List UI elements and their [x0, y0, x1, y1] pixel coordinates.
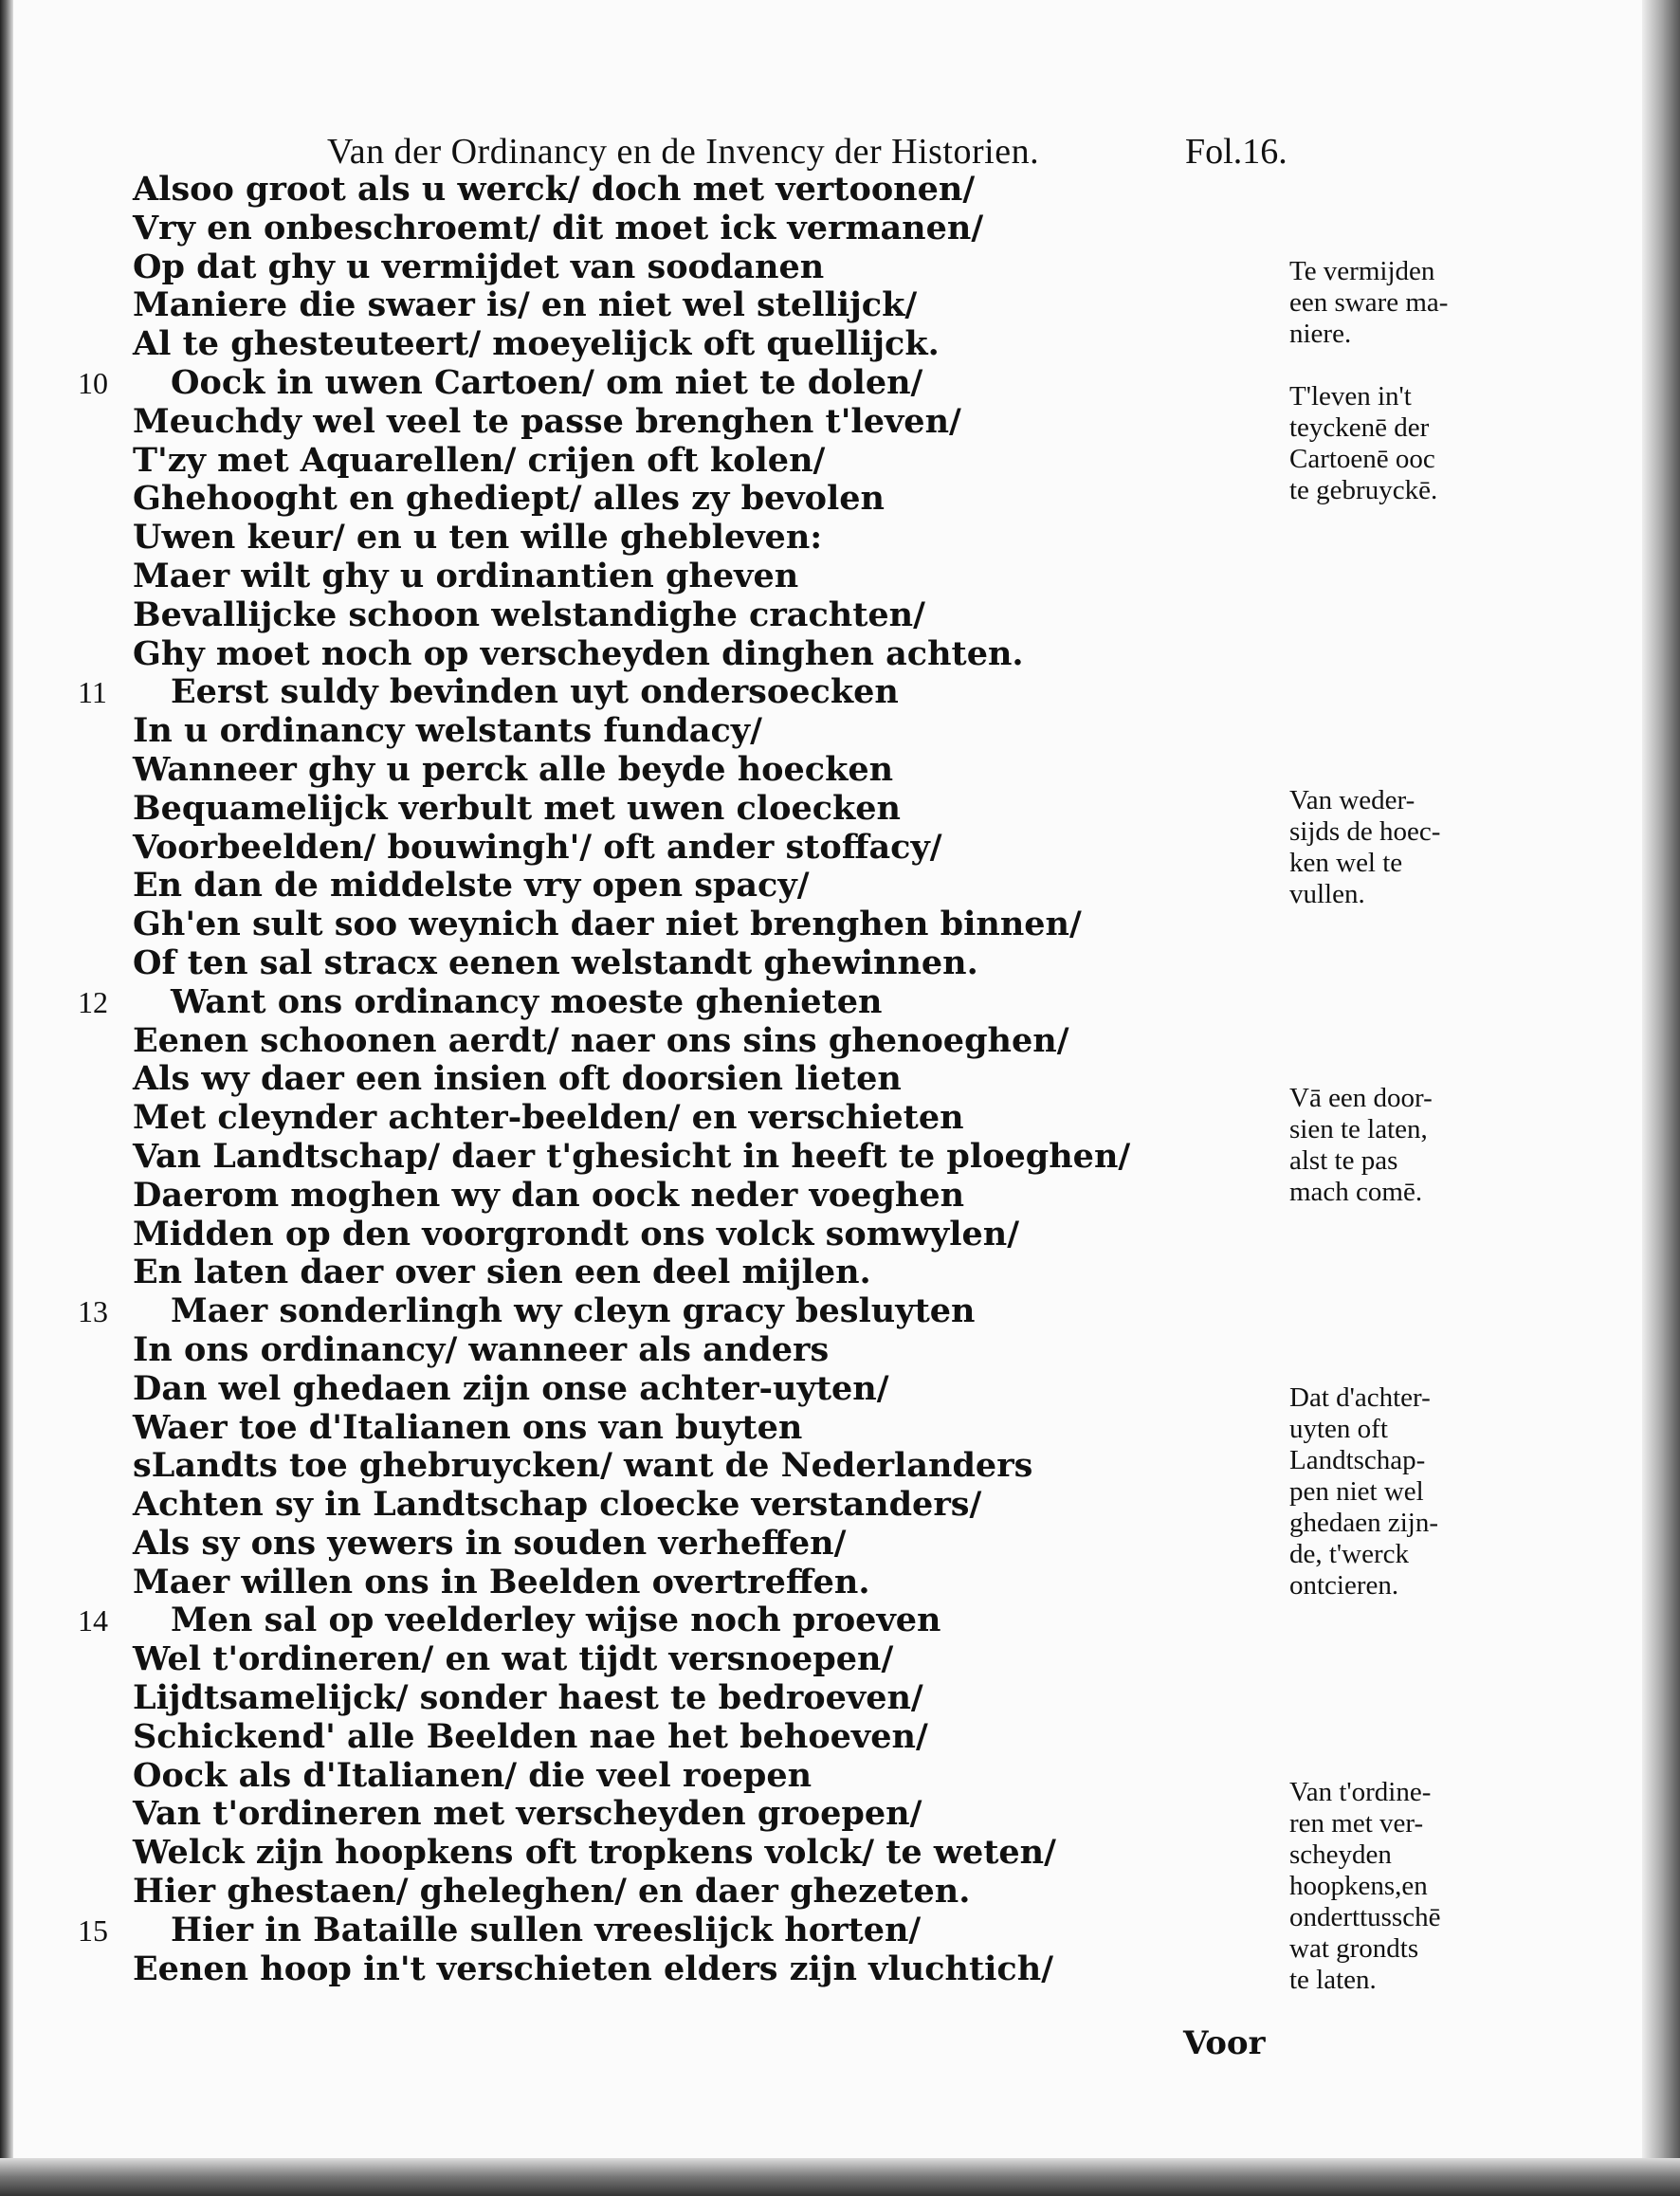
margin-gloss-line: uyten oft — [1289, 1414, 1388, 1444]
verse-text: Oock als d'Italianen/ die veel roepen — [133, 1755, 813, 1795]
page-edge-shadow-right — [1642, 0, 1680, 2196]
verse-line — [57, 1486, 1214, 1525]
running-head: Van der Ordinancy en de Invency der Historien. — [327, 132, 1040, 172]
verse-line — [57, 673, 1214, 712]
verse-line — [57, 1601, 1214, 1640]
verse-line — [57, 790, 1214, 829]
verse-text: Waer toe d'Italianen ons van buyten — [133, 1407, 803, 1447]
verse-text: Hier ghestaen/ gheleghen/ en daer ghezeten. — [133, 1872, 971, 1912]
verse-text: Vry en onbeschroemt/ dit moet ick vermanen/ — [133, 208, 984, 247]
verse-text: Dan wel ghedaen zijn onse achter-uyten/ — [133, 1368, 889, 1408]
catchword: Voor — [1183, 2024, 1266, 2062]
verse-line — [57, 1254, 1214, 1292]
verse-text: Eenen schoonen aerdt/ naer ons sins ghenoeghen/ — [133, 1020, 1069, 1060]
verse-text: En dan de middelste vry open spacy/ — [133, 866, 810, 906]
verse-line — [57, 635, 1214, 674]
verse-line — [57, 403, 1214, 442]
verse-line — [57, 1370, 1214, 1409]
margin-gloss-line: onderttusschē — [1289, 1902, 1441, 1932]
verse-text: Lijdtsamelijck/ sonder haest te bedroeven/ — [133, 1678, 923, 1718]
verse-text: Wel t'ordineren/ en wat tijdt versnoepen/ — [133, 1639, 894, 1679]
verse-text: Van Landtschap/ daer t'ghesicht in heeft te ploeghen/ — [133, 1136, 1131, 1176]
stanza-number: 11 — [78, 675, 107, 710]
verse-text: Men sal op veelderley wijse noch proeven — [171, 1601, 941, 1640]
verse-text: sLandts toe ghebruycken/ want de Nederlanders — [133, 1446, 1033, 1486]
verse-text: Met cleynder achter-beelden/ en verschieten — [133, 1098, 964, 1138]
verse-line — [57, 1138, 1214, 1177]
verse-line — [57, 248, 1214, 287]
margin-gloss-line: ren met ver- — [1289, 1808, 1424, 1839]
verse-line — [57, 1060, 1214, 1099]
margin-gloss-line: alst te pas — [1289, 1145, 1398, 1176]
verse-line — [57, 364, 1214, 403]
verse-text: Bevallijcke schoon welstandighe crachten/ — [133, 595, 925, 634]
verse-text: Schickend' alle Beelden nae het behoeven/ — [133, 1716, 928, 1756]
margin-gloss-line: ken wel te — [1289, 848, 1403, 878]
verse-text: Want ons ordinancy moeste ghenieten — [171, 981, 883, 1021]
verse-text: Daerom moghen wy dan oock neder voeghen — [133, 1175, 965, 1215]
margin-gloss — [1289, 1083, 1507, 1208]
verse-text: In ons ordinancy/ wanneer als anders — [133, 1329, 830, 1369]
margin-gloss-line: teyckenē der — [1289, 412, 1430, 443]
page-edge-shadow-left — [0, 0, 13, 2196]
margin-gloss-line: sien te laten, — [1289, 1114, 1428, 1144]
margin-gloss — [1289, 785, 1507, 910]
margin-gloss-line: sijds de hoec- — [1289, 816, 1441, 847]
verse-line — [57, 558, 1214, 596]
verse-line — [57, 944, 1214, 983]
verse-text: Wanneer ghy u perck alle beyde hoecken — [133, 749, 894, 789]
verse-text: T'zy met Aquarellen/ crijen oft kolen/ — [133, 440, 826, 480]
margin-gloss-line: ontcieren. — [1289, 1570, 1399, 1601]
margin-gloss-line: Te vermijden — [1289, 256, 1435, 286]
margin-gloss-line: Landtschap- — [1289, 1445, 1426, 1475]
stanza-number: 10 — [78, 365, 108, 400]
verse-line — [57, 1331, 1214, 1370]
margin-gloss-line: hoopkens,en — [1289, 1871, 1428, 1901]
verse-line — [57, 1525, 1214, 1564]
verse-text: Eerst suldy bevinden uyt ondersoecken — [171, 672, 899, 712]
margin-gloss-line: ghedaen zijn- — [1289, 1508, 1439, 1538]
verse-text: Maer willen ons in Beelden overtreffen. — [133, 1562, 870, 1601]
verse-text: Hier in Bataille sullen vreeslijck horten/ — [171, 1910, 922, 1949]
verse-line — [57, 867, 1214, 906]
stanza-number: 15 — [78, 1912, 108, 1948]
verse-line — [57, 1834, 1214, 1873]
verse-line — [57, 1409, 1214, 1448]
verse-line — [57, 480, 1214, 519]
verse-text: Gh'en sult soo weynich daer niet brenghen binnen/ — [133, 905, 1082, 944]
verse-text: Of ten sal stracx eenen welstandt ghewinnen. — [133, 942, 978, 982]
margin-gloss-line: te laten. — [1289, 1965, 1377, 1995]
verse-line — [57, 906, 1214, 944]
margin-gloss-line: een sware ma- — [1289, 287, 1449, 318]
verse-line — [57, 1447, 1214, 1486]
verse-text: Achten sy in Landtschap cloecke verstanders/ — [133, 1485, 982, 1525]
page-edge-shadow-bottom — [0, 2158, 1680, 2196]
verse-text: Van t'ordineren met verscheyden groepen/ — [133, 1794, 922, 1834]
verse-line — [57, 1873, 1214, 1912]
verse-line — [57, 1564, 1214, 1602]
margin-gloss — [1289, 1382, 1507, 1601]
verse-text: In u ordinancy welstants fundacy/ — [133, 711, 762, 751]
verse-text: Op dat ghy u vermijdet van soodanen — [133, 247, 825, 286]
verse-text: En laten daer over sien een deel mijlen. — [133, 1253, 871, 1292]
verse-text: Maer wilt ghy u ordinantien gheven — [133, 556, 799, 595]
verse-text: Welck zijn hoopkens oft tropkens volck/ te weten/ — [133, 1833, 1056, 1873]
verse-line — [57, 1795, 1214, 1834]
verse-text: Ghehooght en ghediept/ alles zy bevolen — [133, 479, 886, 519]
margin-gloss — [1289, 256, 1507, 350]
verse-line — [57, 442, 1214, 481]
verse-text: Alsoo groot als u werck/ doch met vertoonen/ — [133, 170, 976, 209]
verse-line — [57, 1292, 1214, 1331]
verse-line — [57, 1640, 1214, 1679]
margin-gloss-line: Dat d'achter- — [1289, 1382, 1431, 1413]
margin-gloss-line: niere. — [1289, 319, 1352, 349]
margin-gloss-line: Van weder- — [1289, 785, 1415, 815]
verse-text: Midden op den voorgrondt ons volck somwylen/ — [133, 1214, 1020, 1254]
verse-line — [57, 171, 1214, 210]
verse-line — [57, 596, 1214, 635]
verse-line — [57, 829, 1214, 868]
verse-text: Eenen hoop in't verschieten elders zijn vluchtich/ — [133, 1949, 1053, 1988]
verse-line — [57, 1216, 1214, 1254]
stanza-number: 13 — [78, 1294, 108, 1329]
verse-text: Al te ghesteuteert/ moeyelijck oft quellijck. — [133, 324, 940, 364]
verse-line — [57, 210, 1214, 248]
verse-text: Uwen keur/ en u ten wille ghebleven: — [133, 518, 823, 558]
verse-line — [57, 1177, 1214, 1216]
verse-text: Voorbeelden/ bouwingh'/ oft ander stoffacy/ — [133, 827, 942, 867]
margin-gloss-line: vullen. — [1289, 879, 1365, 909]
verse-line — [57, 1757, 1214, 1796]
margin-gloss — [1289, 1777, 1507, 1996]
verse-line — [57, 751, 1214, 790]
verse-text: Oock in uwen Cartoen/ om niet te dolen/ — [171, 362, 923, 402]
verse-line — [57, 1679, 1214, 1718]
verse-line — [57, 1950, 1214, 1989]
verse-line — [57, 519, 1214, 558]
margin-gloss-line: Vā een door- — [1289, 1083, 1433, 1113]
folio-number: Fol.16. — [1185, 132, 1287, 172]
margin-gloss-line: te gebruyckē. — [1289, 475, 1438, 505]
verse-line — [57, 1912, 1214, 1950]
margin-gloss-line: Cartoenē ooc — [1289, 444, 1435, 474]
verse-line — [57, 712, 1214, 751]
margin-gloss-line: mach comē. — [1289, 1177, 1423, 1207]
margin-gloss-line: pen niet wel — [1289, 1476, 1424, 1507]
margin-gloss-line: wat grondts — [1289, 1933, 1419, 1964]
verse-line — [57, 286, 1214, 325]
stanza-number: 12 — [78, 984, 108, 1019]
margin-gloss-line: T'leven in't — [1289, 381, 1412, 412]
verse-line — [57, 1718, 1214, 1757]
verse-block — [57, 171, 1214, 1988]
verse-line — [57, 1099, 1214, 1138]
margin-gloss — [1289, 381, 1507, 506]
verse-text: Maniere die swaer is/ en niet wel stellijck/ — [133, 285, 918, 325]
verse-line — [57, 325, 1214, 364]
verse-text: Als sy ons yewers in souden verheffen/ — [133, 1523, 847, 1563]
verse-text: Maer sonderlingh wy cleyn gracy besluyten — [171, 1291, 976, 1331]
margin-gloss-line: de, t'werck — [1289, 1539, 1409, 1569]
verse-text: Ghy moet noch op verscheyden dinghen achten. — [133, 633, 1024, 673]
verse-text: Bequamelijck verbult met uwen cloecken — [133, 788, 901, 828]
margin-gloss-line: Van t'ordine- — [1289, 1777, 1432, 1807]
verse-line — [57, 983, 1214, 1022]
stanza-number: 14 — [78, 1603, 108, 1638]
verse-text: Meuchdy wel veel te passe brenghen t'leven/ — [133, 401, 961, 441]
margin-gloss-line: scheyden — [1289, 1839, 1392, 1870]
verse-line — [57, 1022, 1214, 1061]
verse-text: Als wy daer een insien oft doorsien lieten — [133, 1059, 902, 1099]
